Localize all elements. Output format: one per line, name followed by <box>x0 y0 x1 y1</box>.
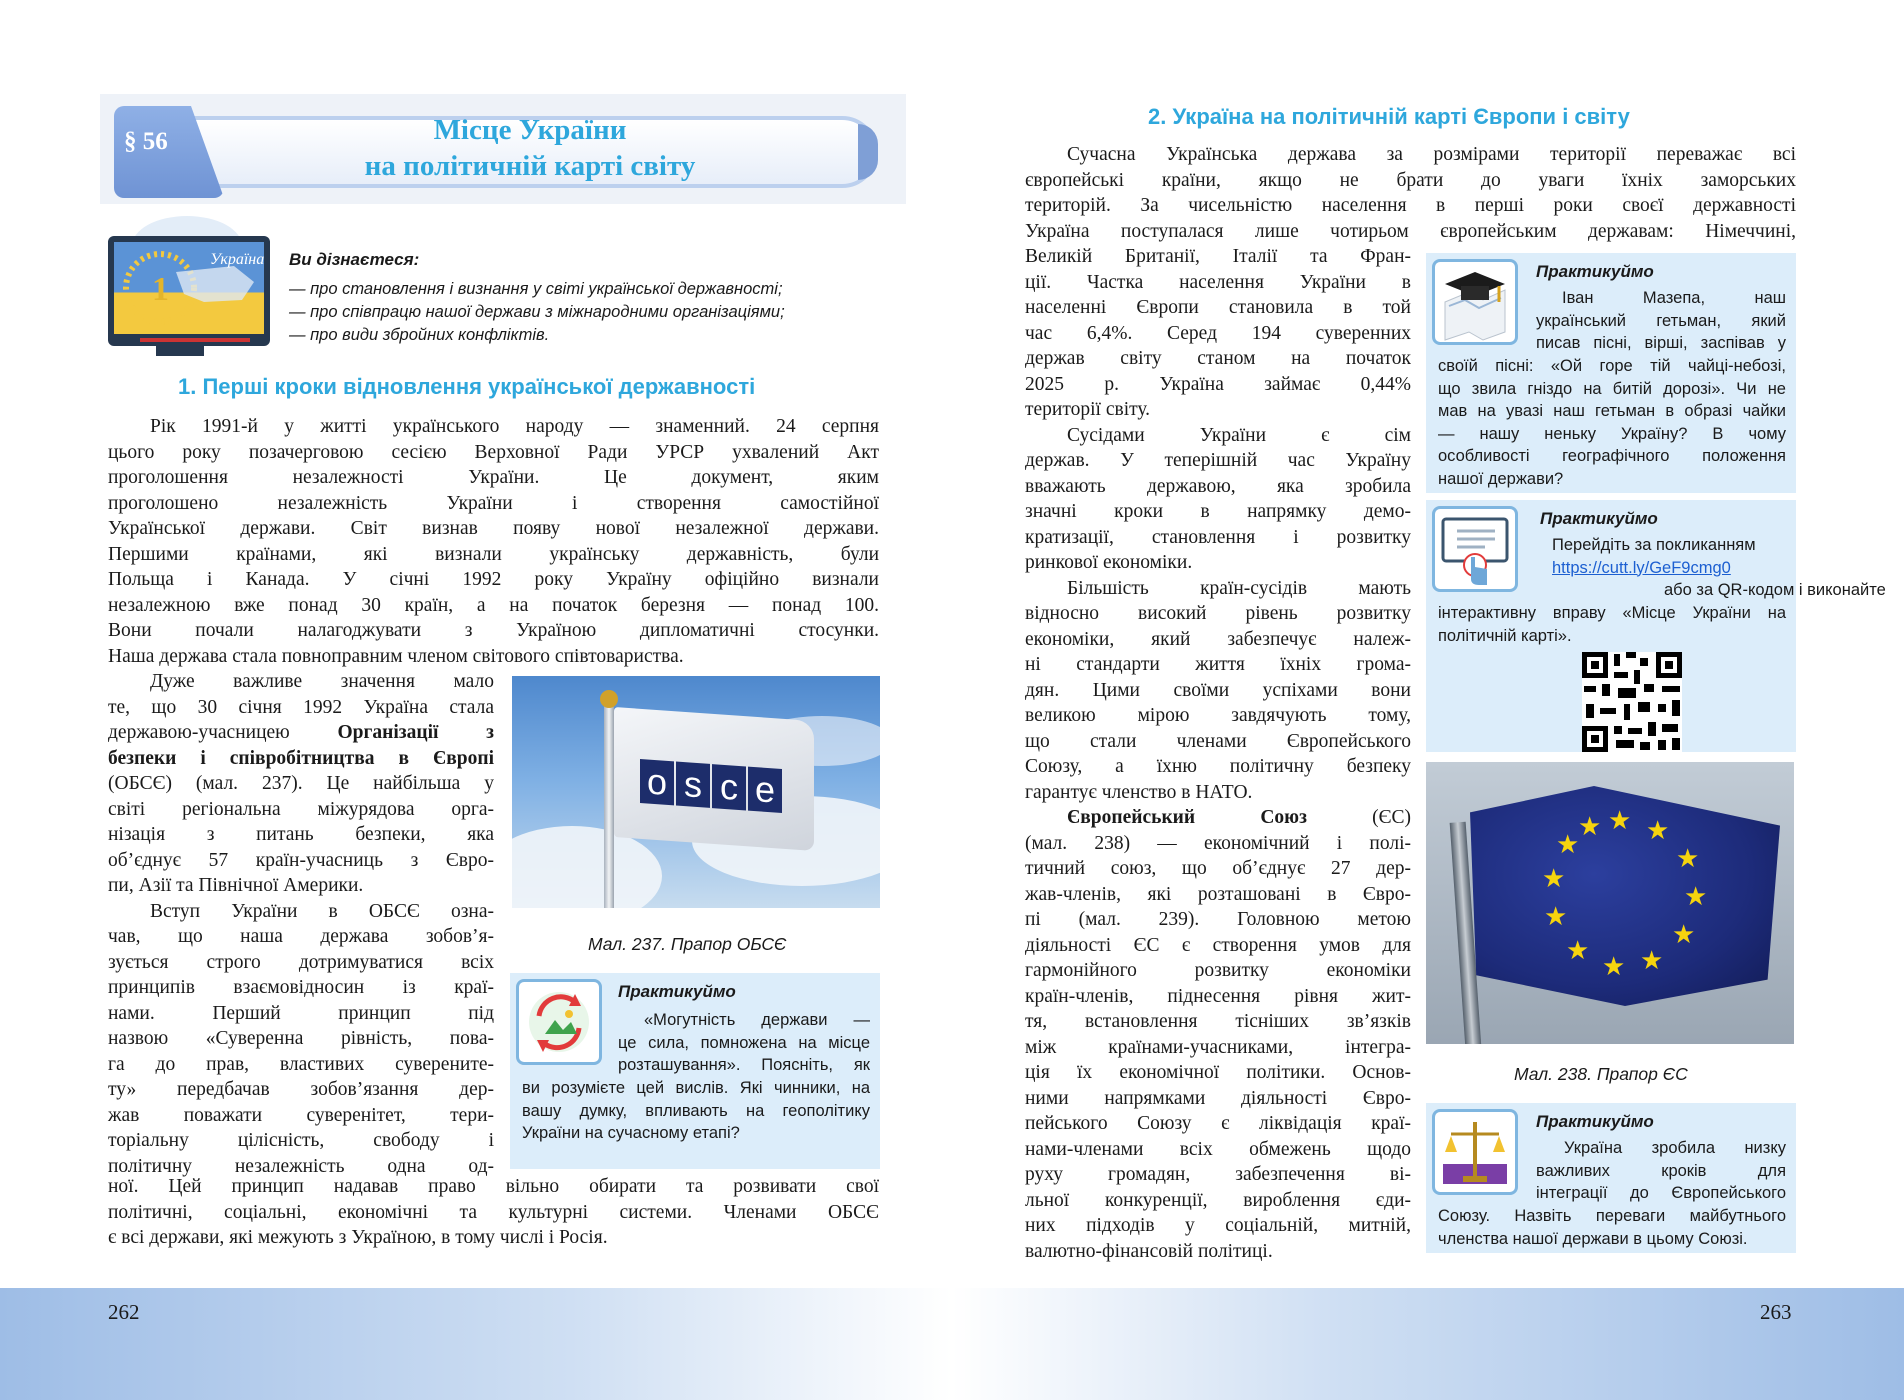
eu-star-icon: ★ <box>1544 902 1568 931</box>
eu-star-icon: ★ <box>1646 816 1670 845</box>
practice-box-mazepa <box>1426 253 1796 493</box>
eu-star-icon: ★ <box>1608 806 1632 835</box>
page-number: 262 <box>108 1300 140 1324</box>
practice-box-geopolitics <box>510 973 880 1169</box>
practice-text: Україна зробила низку важливих кроків для інтеграції до Європейського <box>1536 1139 1786 1202</box>
monitor-ukraine-icon <box>108 236 270 346</box>
chapter-title-line2: на політичній карті світу <box>364 150 696 182</box>
section2-title: 2. Україна на політичній карті Європи і світу <box>1148 104 1630 129</box>
figure-237-caption: Мал. 237. Прапор ОБСЄ <box>588 934 787 954</box>
eu-star-icon: ★ <box>1602 952 1626 981</box>
monitor-screen <box>114 242 264 334</box>
paragraph-osce-members: ної. Цей принцип надавав право вільно обирати та розвивати свої політичні, соціальні, економічні та культурні системи. Членами ОБСЄ є всі держави, які межують з Україною, в тому числі і Росія. <box>108 1176 879 1248</box>
graduation-cap-map-icon <box>1432 259 1518 345</box>
practice-text: «Могутність держави — це сила, помножена на місце розташування». Поясніть, як <box>618 1011 870 1074</box>
osce-term: Організації з <box>337 722 495 743</box>
learn-item: — про види збройних конфліктів. <box>289 326 550 344</box>
flag-pole <box>604 700 614 908</box>
section-number: § 56 <box>124 128 168 155</box>
practice-title: Практикуймо <box>1540 509 1658 528</box>
learn-item: — про становлення і визнання у світі української державності; <box>289 280 783 298</box>
interactive-exercise-link[interactable]: https://cutt.ly/GeF9cmg0 <box>1552 558 1731 577</box>
osce-flag-photo <box>512 676 880 908</box>
eu-flag-photo <box>1426 762 1794 1044</box>
monitor-base <box>140 338 250 342</box>
monitor-stand <box>156 346 204 356</box>
practice-title: Практикуймо <box>1536 1112 1654 1131</box>
learn-list <box>289 278 785 347</box>
flag-pole-finial <box>600 690 618 708</box>
eu-star-icon: ★ <box>1676 844 1700 873</box>
paragraph-independence: Рік 1991-й у житті українського народу — знаменний. 24 серпня цього року позачерговою сесією Верховної Ради УРСР ухвалений Акт проголошення незалежності України. Це документ, яким проголошено незалежність України і створення самостійної Української держави. Світ визнав появу нової незалежної держави. Першими країнами, які визнали українську державність, були Польща і Канада. У січні 1992 року Україну офіційно визнали незалежною вже понад 30 країн, а на початок березня — понад 100. Вони почали налагоджувати з Україною дипломатичні стосунки. Наша держава стала повноправним членом світового співтовариства. <box>108 416 879 667</box>
section1-title: 1. Перші кроки відновлення української державності <box>178 374 756 399</box>
learn-item: — про співпрацю нашої держави з міжнародними організаціями; <box>289 303 785 321</box>
practice-title: Практикуймо <box>618 982 736 1001</box>
eu-star-icon: ★ <box>1556 830 1580 859</box>
practice-text: своїй пісні: «Ой горе тій чайці-небозі, що звила гніздо на битій дорозі». Чи не мав на увазі наш гетьман в образі чайки — нашу неньку Україну? В чому особливості географічного положення нашої держави? <box>1438 357 1786 488</box>
paragraph-territory: Сучасна Українська держава за розмірами території переважає всі європейські країни, якщо не брати до уваги їхніх заморських територій. За чисельністю населення в перші роки своєї державності Україна поступалася лише чотирьом європейським державам: Німеччині, <box>1025 144 1796 242</box>
eu-star-icon: ★ <box>1566 936 1590 965</box>
svg-text:1: 1 <box>152 271 169 308</box>
page-number: 263 <box>1760 1300 1792 1324</box>
touch-screen-icon <box>1432 506 1518 592</box>
eu-term: Європейський Союз <box>1067 807 1307 828</box>
practice-text: ви розумієте цей вислів. Які чинники, на вашу думку, впливають на геополітику України на сучасному етапі? <box>522 1079 870 1142</box>
osce-letter: c <box>712 764 746 810</box>
scales-icon <box>1432 1109 1518 1195</box>
practice-text: Перейдіть за покликанням https://cutt.ly/GeF9cmg0 або за QR-кодом і виконайте <box>1552 536 1886 599</box>
osce-letter: s <box>676 762 710 808</box>
practice-title: Практикуймо <box>1536 262 1654 281</box>
practice-text: інтерактивну вправу «Місце України на політичній карті». <box>1438 604 1786 645</box>
paragraph-column: Великій Британії, Італії та Фран- ції. Частка населення України в населенні Європи становила в той час 6,4%. Серед 194 суверенних держав світу станом на початок 2025 р. Україна займає 0,44% території світу. Сусідами України є сім держав. У теперішній час Україну вважають державою, яка зробила значні кроки в напрямку демо- кратизації, становлення і розвитку ринкової економіки. Більшість країн-сусідів мають відносно високий рівень розвитку економіки, який забезпечує належ- ні стандарти життя їхніх грома- дян. Цими своїми успіхами вони великою мірою завдячують тому, що стали членами Європейського Союзу, а їхню політичну безпеку гарантує членство в НАТО. Європейський Союз (ЄС) (мал. 238) — економічний і полі- тичний союз, що об’єднує 27 дер- жав-членів, які розташовані в Євро- пі (мал. 239). Головною метою діяльності ЄС є створення умов для гармонійного розвитку економіки країн-членів, піднесення рівня жит- тя, встановлення тісніших зв’язків між країнами-учасниками, інтегра- ція їх економічної політики. Основ- ними напрямками діяльності Євро- пейського Союзу є ліквідація краї- нами-членами всіх обмежень щодо руху громадян, забезпечення ві- льної конкуренції, вироблення єди- них підходів у соціальній, митній, валютно-фінансовій політиці. <box>1025 246 1411 1262</box>
eu-star-icon: ★ <box>1684 882 1708 911</box>
qr-code-icon[interactable] <box>1582 652 1682 752</box>
osce-letter: o <box>640 759 674 805</box>
eu-star-icon: ★ <box>1672 920 1696 949</box>
figure-238-caption: Мал. 238. Прапор ЄС <box>1514 1064 1688 1084</box>
right-page <box>952 0 1904 1400</box>
osce-letter: e <box>748 767 782 813</box>
practice-box-eu-integration <box>1426 1103 1796 1253</box>
paragraph-osce: Дуже важливе значення мало те, що 30 січня 1992 Україна стала державою-учасницею Організації з безпеки і співробітництва в Європі (ОБСЄ) (мал. 237). Це найбільша у світі регіональна міжурядова орга- нізація з питань безпеки, яка об’єднує 57 країн-учасниць з Євро- пи, Азії та Північної Америки. Вступ України в ОБСЄ озна- чав, що наша держава зобов’я- зується строго дотримуватися всіх принципів взаємовідносин із краї- нами. Перший принцип під назвою «Суверенна рівність, пова- га до прав, властивих суверените- ту» передбачав зобов’язання дер- жав поважати суверенітет, тери- торіальну цілісність, свободу і політичну незалежність одна од- <box>108 671 495 1177</box>
chapter-title <box>240 112 820 184</box>
eu-star-icon: ★ <box>1578 812 1602 841</box>
learn-heading: Ви дізнаєтеся: <box>289 250 420 269</box>
chapter-title-line1: Місце України <box>433 114 627 146</box>
monitor-map-illustration <box>114 242 264 334</box>
practice-text: Союзу. Назвіть переваги майбутнього членства нашої держави в цьому Союзі. <box>1438 1207 1786 1248</box>
monitor-label: Україна <box>210 251 264 268</box>
eu-star-icon: ★ <box>1542 864 1566 893</box>
recycle-landscape-icon <box>516 979 602 1065</box>
practice-text: Іван Мазепа, наш український гетьман, який писав пісні, вірші, заспівав у <box>1536 289 1786 352</box>
eu-star-icon: ★ <box>1640 946 1664 975</box>
